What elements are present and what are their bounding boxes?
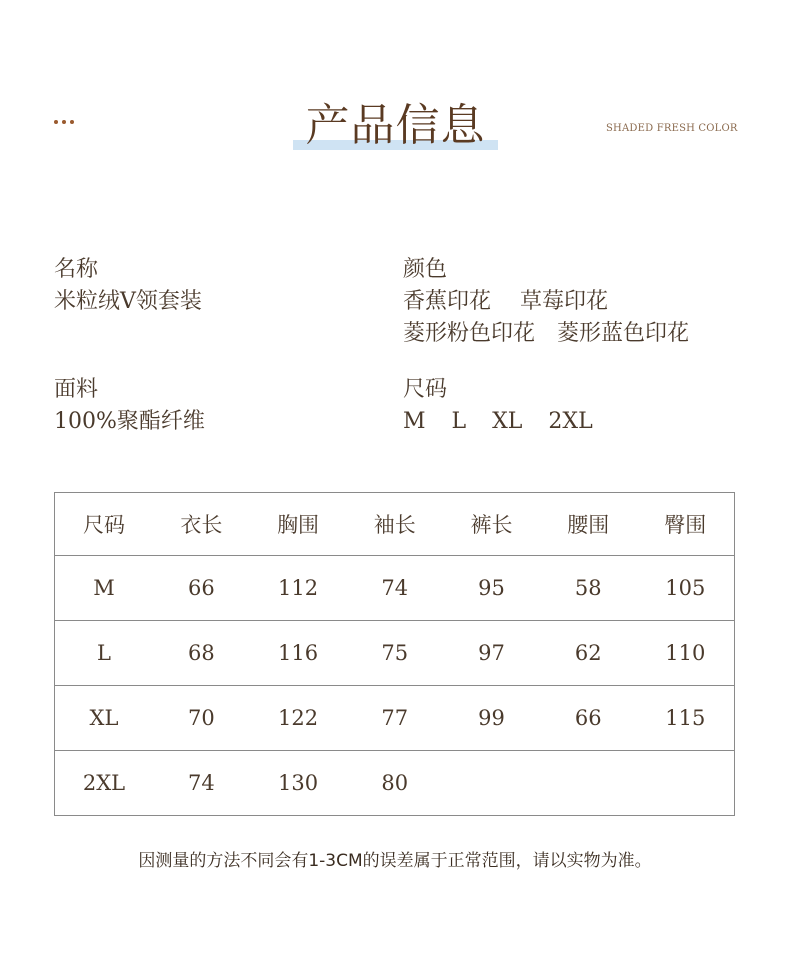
color-section <box>403 254 689 350</box>
table-header-row <box>55 493 735 556</box>
name-section <box>54 254 202 318</box>
fabric-section <box>54 374 205 438</box>
table-row <box>55 621 735 686</box>
table-cell: 80 <box>346 751 443 816</box>
table-cell: 99 <box>443 686 540 751</box>
size-option: M <box>403 409 426 434</box>
table-cell: 74 <box>346 556 443 621</box>
table-cell: XL <box>55 686 153 751</box>
table-cell: 115 <box>637 686 735 751</box>
table-cell: 68 <box>153 621 250 686</box>
measurement-note: 因测量的方法不同会有1-3CM的误差属于正常范围，请以实物为准。 <box>138 851 652 871</box>
table-cell: 77 <box>346 686 443 751</box>
color-value-line2: 菱形粉色印花 菱形蓝色印花 <box>403 321 690 346</box>
size-option: XL <box>492 409 523 434</box>
table-cell: 74 <box>153 751 250 816</box>
table-cell: 97 <box>443 621 540 686</box>
table-row <box>55 686 735 751</box>
table-cell: 130 <box>250 751 347 816</box>
table-cell: 75 <box>346 621 443 686</box>
table-cell: 95 <box>443 556 540 621</box>
table-cell <box>443 751 540 816</box>
page-title: 产品信息 <box>305 100 486 151</box>
size-chart-table <box>54 492 735 816</box>
table-cell: 110 <box>637 621 735 686</box>
fabric-label: 面料 <box>54 377 99 402</box>
table-header-cell: 臀围 <box>637 493 735 556</box>
table-cell: M <box>55 556 153 621</box>
color-value-line1: 香蕉印花 草莓印花 <box>403 289 608 314</box>
table-cell: 112 <box>250 556 347 621</box>
table-cell <box>637 751 735 816</box>
size-option: 2XL <box>548 409 593 434</box>
decorative-dots-icon <box>54 120 74 124</box>
table-cell: 58 <box>540 556 637 621</box>
size-option: L <box>451 409 467 434</box>
table-row <box>55 751 735 816</box>
table-header-cell: 袖长 <box>346 493 443 556</box>
table-row <box>55 556 735 621</box>
fabric-value: 100%聚酯纤维 <box>54 409 205 434</box>
table-header-cell: 尺码 <box>55 493 153 556</box>
table-header-cell: 衣长 <box>153 493 250 556</box>
table-cell: 105 <box>637 556 735 621</box>
size-options <box>403 406 593 438</box>
brand-tagline: SHADED FRESH COLOR <box>606 123 738 134</box>
title-block <box>293 98 498 158</box>
table-header-cell: 裤长 <box>443 493 540 556</box>
name-value: 米粒绒V领套装 <box>54 289 202 314</box>
size-section <box>403 374 593 438</box>
table-header-cell: 腰围 <box>540 493 637 556</box>
table-cell: 70 <box>153 686 250 751</box>
table-cell <box>540 751 637 816</box>
name-label: 名称 <box>54 257 99 282</box>
table-cell: 66 <box>540 686 637 751</box>
table-cell: 122 <box>250 686 347 751</box>
color-label: 颜色 <box>403 257 448 282</box>
table-cell: L <box>55 621 153 686</box>
table-cell: 2XL <box>55 751 153 816</box>
table-cell: 116 <box>250 621 347 686</box>
table-cell: 62 <box>540 621 637 686</box>
table-header-cell: 胸围 <box>250 493 347 556</box>
table-cell: 66 <box>153 556 250 621</box>
size-label: 尺码 <box>403 377 448 402</box>
